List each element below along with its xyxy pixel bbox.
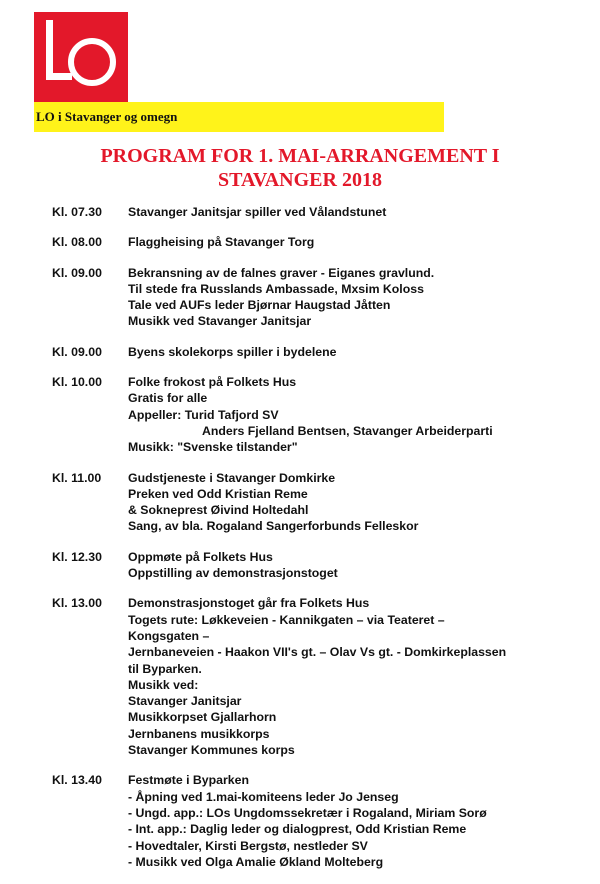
entry-line: Stavanger Janitsjar [128,694,242,709]
organization-banner: LO i Stavanger og omegn [34,102,444,132]
program-entry [52,374,582,455]
entry-line: Musikk ved Stavanger Janitsjar [128,314,312,329]
entry-line: Flaggheising på Stavanger Torg [128,235,315,250]
lo-logo-icon [34,12,128,102]
entry-time: Kl. 13.40 [52,773,102,788]
program-entry [52,772,582,870]
program-entry [52,470,582,535]
entry-line: Jernbaneveien - Haakon VII's gt. – Olav Vs gt. - Domkirkeplassen [128,645,507,660]
entry-line: - Int. app.: Daglig leder og dialogprest, Odd Kristian Reme [128,822,467,837]
entry-line: Til stede fra Russlands Ambassade, Mxsim Koloss [128,281,424,296]
entry-line: Demonstrasjonstoget går fra Folkets Hus [128,596,370,611]
entry-line: Musikk: "Svenske tilstander" [128,440,298,455]
entry-description [128,549,582,582]
entry-line: Musikk ved: [128,677,199,692]
entry-line: Musikkorpset Gjallarhorn [128,710,277,725]
program-entry [52,344,582,360]
entry-line: - Ungd. app.: LOs Ungdomssekretær i Rogaland, Miriam Sorø [128,805,487,820]
entry-line: Tale ved AUFs leder Bjørnar Haugstad Jåtten [128,298,391,313]
entry-description [128,204,582,220]
entry-line: Anders Fjelland Bentsen, Stavanger Arbeiderparti [202,423,493,438]
entry-line: Togets rute: Løkkeveien - Kannikgaten – via Teateret – [128,612,445,627]
entry-line: Sang, av bla. Rogaland Sangerforbunds Felleskor [128,519,419,534]
entry-line: Stavanger Kommunes korps [128,743,295,758]
title-line-1: PROGRAM FOR 1. MAI-ARRANGEMENT I [100,145,500,167]
entry-time: Kl. 10.00 [52,375,102,390]
entry-line: Kongsgaten – [128,628,210,643]
entry-description [128,772,582,870]
entry-line: Bekransning av de falnes graver - Eiganes gravlund. [128,265,435,280]
page-title [20,144,580,192]
entry-line: Preken ved Odd Kristian Reme [128,486,308,501]
title-line-2: STAVANGER 2018 [218,169,382,191]
program-list [52,204,582,884]
entry-time: Kl. 07.30 [52,205,102,219]
program-entry [52,595,582,758]
program-entry [52,549,582,582]
entry-line: - Åpning ved 1.mai-komiteens leder Jo Jenseg [128,789,399,804]
entry-line: Oppmøte på Folkets Hus [128,549,273,564]
entry-time: Kl. 13.00 [52,596,102,611]
program-entry [52,265,582,330]
entry-line: Stavanger Janitsjar spiller ved Vålandstunet [128,205,387,219]
entry-line: - Musikk ved Olga Amalie Økland Molteberg [128,854,384,869]
entry-description [128,595,582,758]
entry-time: Kl. 09.00 [52,344,102,359]
entry-line: Jernbanens musikkorps [128,726,270,741]
entry-time: Kl. 09.00 [52,265,102,280]
entry-line: Gratis for alle [128,391,208,406]
program-entry [52,234,582,250]
entry-description [128,265,582,330]
entry-line: Festmøte i Byparken [128,773,249,788]
entry-line: Oppstilling av demonstrasjonstoget [128,566,338,581]
entry-line: Byens skolekorps spiller i bydelene [128,344,337,359]
entry-description [128,374,582,455]
entry-line: Gudstjeneste i Stavanger Domkirke [128,470,336,485]
program-entry [52,204,582,220]
entry-time: Kl. 08.00 [52,235,102,250]
entry-description [128,234,582,250]
entry-line: Appeller: Turid Tafjord SV [128,407,279,422]
entry-description [128,344,582,360]
entry-time: Kl. 11.00 [52,470,102,485]
entry-time: Kl. 12.30 [52,549,102,564]
entry-line: Folke frokost på Folkets Hus [128,375,297,390]
entry-description [128,470,582,535]
entry-line: - Hovedtaler, Kirsti Bergstø, nestleder SV [128,838,368,853]
entry-line: til Byparken. [128,661,202,676]
entry-line: & Sokneprest Øivind Holtedahl [128,503,309,518]
